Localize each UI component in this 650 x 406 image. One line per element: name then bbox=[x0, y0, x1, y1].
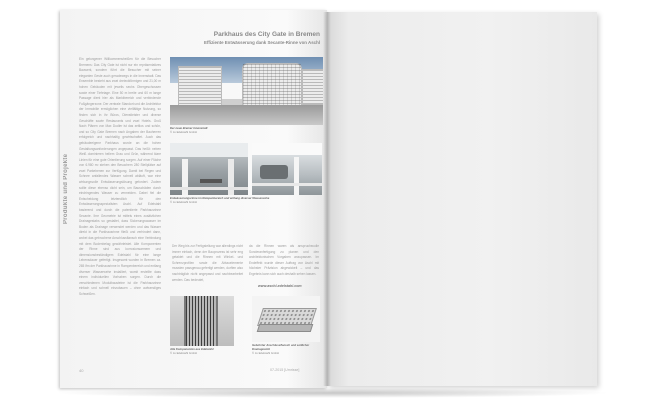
building-photo bbox=[170, 57, 323, 125]
company-url: www.aschl-edelstahl.com bbox=[258, 284, 302, 288]
body-column-3: da die Rinnen waren als anspruchsvolle Sonderanfertigung zu planen und den architektonischen Vorgaben anzupassen. Im Endeffekt wurde dieser Auftrag von Aschl mit höchster Präzision abgewickelt – und das Ergebnis kann sich auch deshalb sehen lassen. bbox=[249, 244, 319, 276]
product-caption-title: Gebohrter Anschlussflansch und seitlicher Drainagestoß bbox=[252, 343, 310, 351]
section-label: Produkte und Projekte bbox=[63, 153, 69, 224]
page-number: 40 bbox=[79, 368, 84, 373]
right-page-blank bbox=[327, 12, 597, 386]
parking-photo-left bbox=[170, 143, 248, 195]
body-column-1: Ein gelungener Willkommensheißen für die Besucher Bremens: Das City Gate ist nicht nur ein repräsentatives Bauwerk, sondern führt die Besucher mit seiner eleganten Geste auch geradewegs in die Innenstadt. Das Ensemble besteht aus zwei dreieckförmigen und 21,00 m hohen Gebäuden mit jeweils sechs Obergeschossen sowie einer Tiefetage. Eine 50 m breite und 60 m lange Passage dient hier als Marktbereich und verbindende Fußgängerzone. Der zentrale Standort und die Architektur der Immobilie ermöglichen eine vielfältige Nutzung, so finden sich in ihr Büros, Dienstleister und diverse Geschäfte sowie Restaurants und zwei Hotels. Groß Nach Plänen von Max Dudler ist das zeitlos und schön, und so City Gate Bremen nach Angaben der Bauherren erfolgreich und nachhaltig gewirtschaftet. Auch das gebäudeeigene Parkhaus wurde an die hohen Gestaltungsanforderungen angepasst. Das heißt: neben Weiß dominieren hellem Grau und Grün, während klare Linien für eine gute Orientierung sorgen. Auf einer Fläche von 6.980 m² stehen den Besuchern 280 Stellplätze auf zwei Parkebenen zur Verfügung. Damit bei Regen und Schnee anfallendes Wasser schnell abläuft, war eine wirkungsvolle Entwässerungslösung gefordert. Zudem sollte diese ebenso dicht sein, um Bauschäden durch eindringendes Wasser zu vermeiden. Dabei fiel die Entscheidung letztendlich für den Entwässerungsspezialisten Aschl. Auf Edelstahl basierend und durch die patentierte Parkhausrinne Secante. Ihre Geometrie ist mittels eines zusätzlichen Drainagestabs so gestaltet, dass Sickerungswasser im Boden als Drainage verwendet werden und das Wasser direkt in die Parkhausrinne fließt und verhindert dann, wobei das gebrochene Anschlussflansch eine Verbindung mit dem Bodenbelag gewährleistet. Alle Komponenten der Rinne sind aus korrosionsarmem und dimensionsbeständigem Edelstahl für eine lange Lebensdauer gefertigt. Insgesamt wurden in Bremen ca. 265 lfm der Parkhausrinne in Rampenbereich und entlang diverser Wasserwehe installiert, womit erstellte dass einem individuellen Vorhaben sorgen. Durch die verschiedenen Modulbausteine ist die Parkhausrinne einfach und schnell einzubauen – ohne aufwendiges Schweißen. bbox=[79, 57, 161, 296]
grate-caption-title: Alle Komponenten aus Edelstahl bbox=[170, 347, 214, 351]
parking-caption bbox=[170, 197, 320, 205]
grate-photo bbox=[170, 296, 234, 346]
article-title: Parkhaus des City Gate in Bremen bbox=[213, 31, 320, 38]
parking-caption-title: Entwässerungsrinne im Rampenbereich und entlang diverser Wasserwehe bbox=[170, 196, 270, 200]
grate-caption bbox=[170, 348, 240, 356]
building-caption bbox=[170, 127, 320, 135]
product-caption-credit: © Jo Edelstahl GmbH bbox=[252, 350, 279, 355]
product-caption bbox=[252, 344, 322, 355]
issue-label: 07-2015 [Umrisse] bbox=[270, 368, 300, 372]
building-caption-credit: © Jo Edelstahl GmbH bbox=[170, 129, 197, 134]
body-column-2: Der Weg bis zur Fertigstellung war allerdings nicht immer einfach, denn der Bauprozess ist sehr eng getaktet und die Rinnen mit Winkel- und Schrenzprofilen sowie die Abtauelemente mussten passgenau gefertigt werden, durften also nachträglich nicht angepasst und nachbearbeitet werden. Das bedeutet, bbox=[172, 244, 243, 282]
parking-caption-credit: © Jo Edelstahl GmbH bbox=[170, 199, 197, 204]
product-photo bbox=[252, 296, 320, 342]
building-caption-title: Der neue Bremer Innenstadt bbox=[170, 126, 208, 130]
grate-caption-credit: © Jo Edelstahl GmbH bbox=[170, 350, 197, 355]
book-gutter bbox=[323, 12, 331, 386]
book-shadow bbox=[52, 388, 612, 398]
parking-photo-right bbox=[252, 143, 322, 195]
article-subtitle: Effiziente Entwässerung dank Secante-Rinne von Aschl bbox=[204, 40, 320, 45]
